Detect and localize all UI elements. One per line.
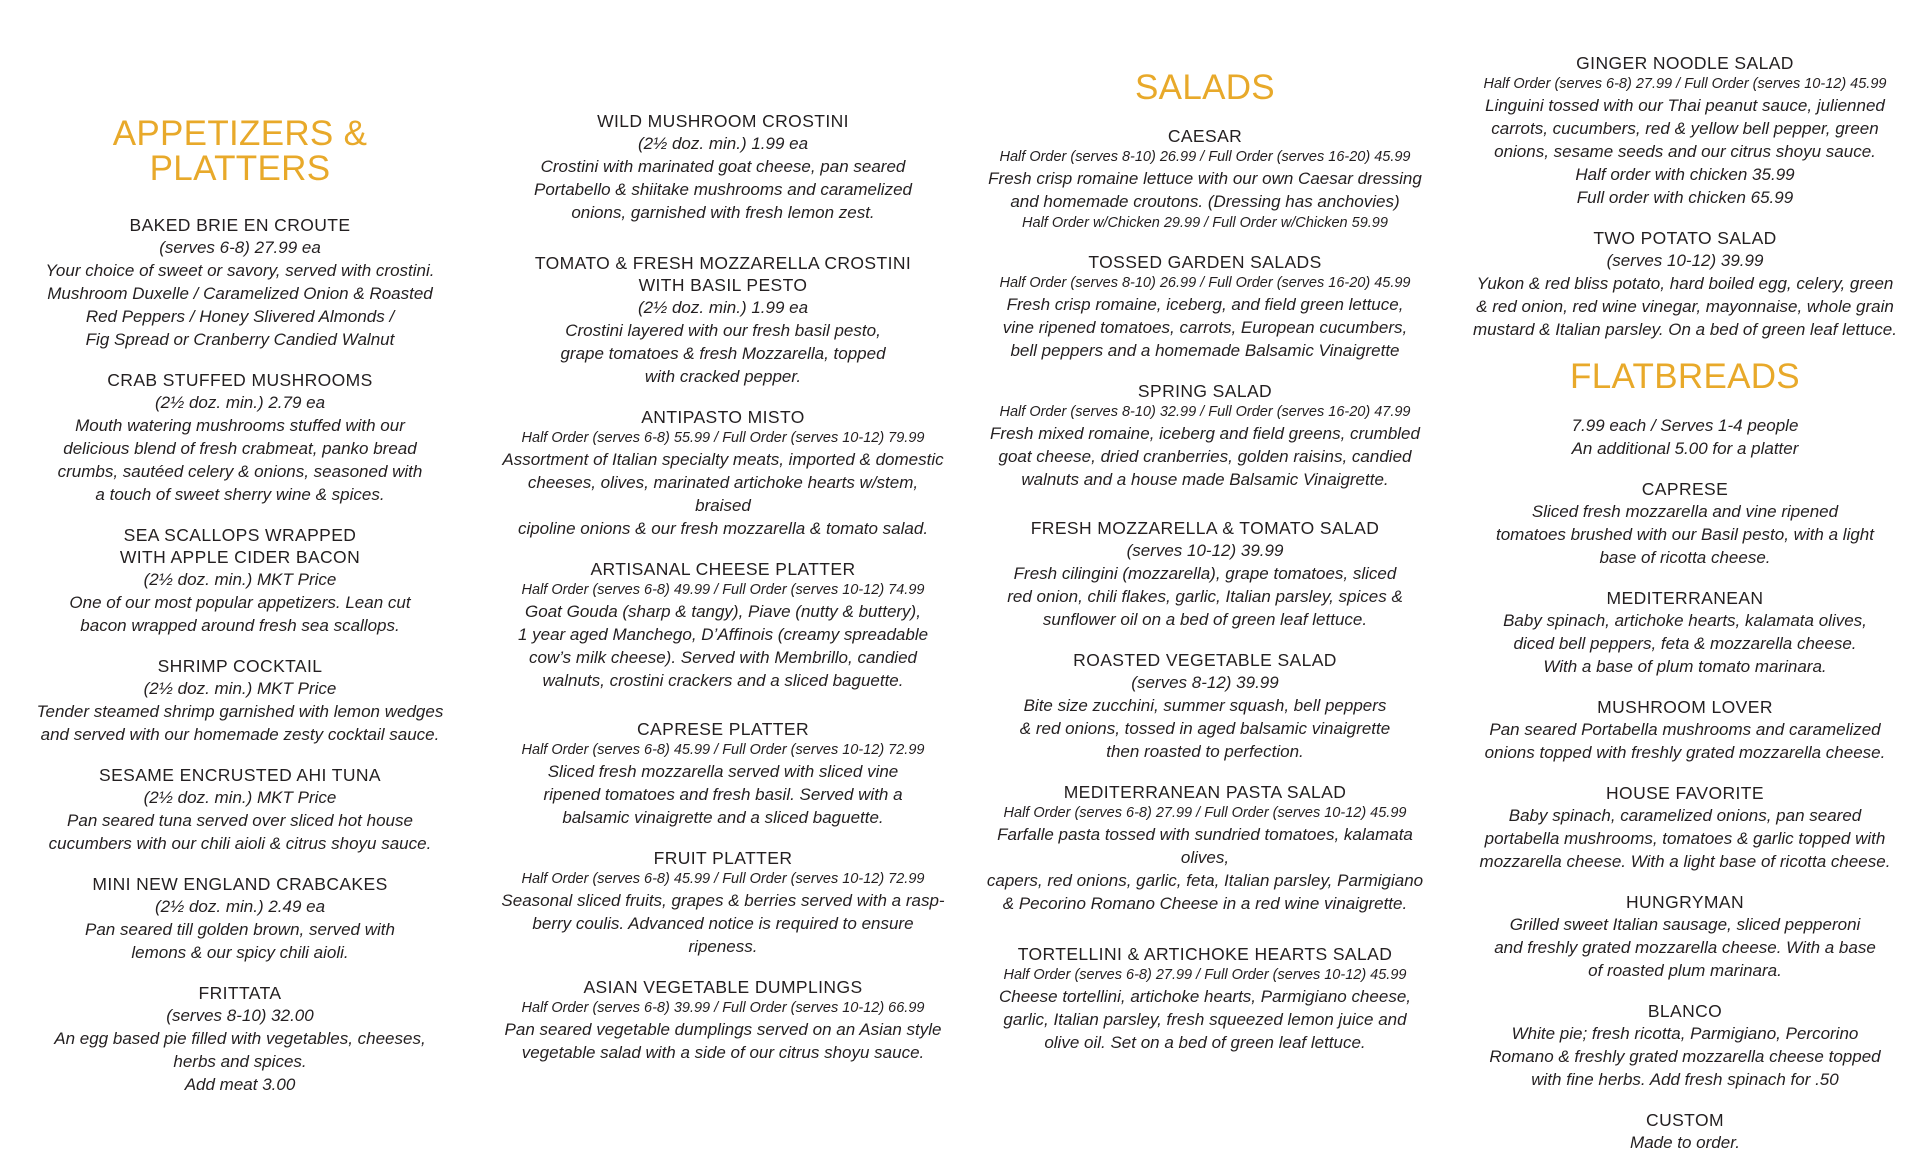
menu-item-dumplings <box>498 976 948 1064</box>
item-price: (2½ doz. min.) MKT Price <box>143 570 337 589</box>
item-name: SESAME ENCRUSTED AHI TUNA <box>99 765 381 785</box>
item-name: TWO POTATO SALAD <box>1593 228 1777 248</box>
item-name: TOSSED GARDEN SALADS <box>1088 252 1322 272</box>
item-name: WILD MUSHROOM CROSTINI <box>597 111 849 131</box>
item-name: SPRING SALAD <box>1137 381 1273 401</box>
menu-item-sea-scallops <box>30 524 450 637</box>
menu-item-ginger-noodle <box>1465 52 1905 209</box>
item-name: ARTISANAL CHEESE PLATTER <box>590 559 856 579</box>
item-desc: Fresh crisp romaine lettuce with our own Caesar dressing and homemade croutons. (Dressing has anchovies) <box>988 169 1422 211</box>
item-name: SHRIMP COCKTAIL <box>157 656 323 676</box>
item-name: BLANCO <box>1647 1001 1723 1021</box>
item-price: (serves 8-10) 32.00 <box>166 1006 314 1025</box>
item-desc: Your choice of sweet or savory, served with crostini. Mushroom Duxelle / Caramelized Onion & Roasted Red Peppers / Honey Slivered Almonds / Fig Spread or Cranberry Candied Walnut <box>45 261 435 349</box>
item-desc: Baby spinach, artichoke hearts, kalamata olives, diced bell peppers, feta & mozzarella cheese. With a base of plum tomato marinara. <box>1503 611 1867 676</box>
item-desc: Mouth watering mushrooms stuffed with our delicious blend of fresh crabmeat, panko bread crumbs, sautéed celery & onions, seasoned with a touch of sweet sherry wine & spices. <box>57 416 423 504</box>
appetizers-title: APPETIZERS & PLATTERS <box>112 114 368 188</box>
item-price-chicken: Half Order w/Chicken 29.99 / Full Order w/Chicken 59.99 <box>1022 215 1388 231</box>
menu-item-mediterranean-flatbread <box>1465 587 1905 678</box>
flatbreads-title: FLATBREADS <box>1570 357 1800 396</box>
item-price: Half Order (serves 8-10) 26.99 / Full Order (serves 16-20) 45.99 <box>999 149 1411 165</box>
menu-item-crabcakes <box>30 873 450 964</box>
menu-item-caprese-platter <box>498 718 948 829</box>
item-price: (2½ doz. min.) 2.79 ea <box>154 393 326 412</box>
item-name: BAKED BRIE EN CROUTE <box>129 215 351 235</box>
menu-item-garden-salad <box>980 251 1430 362</box>
item-name-line2: WITH APPLE CIDER BACON <box>119 547 361 567</box>
menu-item-frittata <box>30 982 450 1096</box>
menu-item-mozzarella-salad <box>980 517 1430 631</box>
item-name: ROASTED VEGETABLE SALAD <box>1073 650 1337 670</box>
item-price: Half Order (serves 6-8) 45.99 / Full Order (serves 10-12) 72.99 <box>521 742 925 758</box>
item-name: HUNGRYMAN <box>1625 892 1744 912</box>
appetizers-column <box>30 0 450 1114</box>
menu-item-blanco <box>1465 1000 1905 1091</box>
menu-item-fruit-platter <box>498 847 948 958</box>
item-name: CAPRESE PLATTER <box>637 719 809 739</box>
item-name: GINGER NOODLE SALAD <box>1576 53 1794 73</box>
item-name: ASIAN VEGETABLE DUMPLINGS <box>583 977 863 997</box>
salads-title: SALADS <box>1135 68 1275 107</box>
item-desc: Pan seared vegetable dumplings served on an Asian style vegetable salad with a side of our citrus shoyu sauce. <box>504 1020 942 1062</box>
flatbreads-intro: 7.99 each / Serves 1-4 people An additional 5.00 for a platter <box>1571 416 1799 458</box>
item-desc: One of our most popular appetizers. Lean cut bacon wrapped around fresh sea scallops. <box>69 593 411 635</box>
item-price: (serves 10-12) 39.99 <box>1126 541 1284 560</box>
menu-item-house-favorite <box>1465 782 1905 873</box>
item-desc: Crostini layered with our fresh basil pesto, grape tomatoes & fresh Mozzarella, topped with cracked pepper. <box>560 321 886 386</box>
menu-item-pasta-salad <box>980 781 1430 915</box>
item-price: (2½ doz. min.) MKT Price <box>143 788 337 807</box>
item-price: (serves 6-8) 27.99 ea <box>159 238 321 257</box>
item-price: Half Order (serves 8-10) 26.99 / Full Order (serves 16-20) 45.99 <box>999 275 1411 291</box>
item-price: Half Order (serves 6-8) 27.99 / Full Order (serves 10-12) 45.99 <box>1483 76 1887 92</box>
item-desc: Fresh cilingini (mozzarella), grape tomatoes, sliced red onion, chili flakes, garlic, Italian parsley, spices & sunflower oil on a bed of green leaf lettuce. <box>1007 564 1403 629</box>
item-price: Half Order (serves 6-8) 27.99 / Full Order (serves 10-12) 45.99 <box>1003 967 1407 983</box>
item-name: SEA SCALLOPS WRAPPED <box>123 525 357 545</box>
item-price: Half Order (serves 6-8) 39.99 / Full Order (serves 10-12) 66.99 <box>521 1000 925 1016</box>
menu-item-two-potato <box>1465 227 1905 341</box>
item-price: (serves 8-12) 39.99 <box>1131 673 1279 692</box>
menu-item-spring-salad <box>980 380 1430 491</box>
menu-item-ahi-tuna <box>30 764 450 855</box>
item-desc: Bite size zucchini, summer squash, bell peppers & red onions, tossed in aged balsamic vinaigrette then roasted to perfection. <box>1019 696 1391 761</box>
item-desc: Crostini with marinated goat cheese, pan seared Portabello & shiitake mushrooms and caramelized onions, garnished with fresh lemon zest. <box>534 157 912 222</box>
menu-item-hungryman <box>1465 891 1905 982</box>
item-name: FRUIT PLATTER <box>653 848 793 868</box>
item-price: (2½ doz. min.) MKT Price <box>143 679 337 698</box>
item-price: (2½ doz. min.) 2.49 ea <box>154 897 326 916</box>
item-desc: Seasonal sliced fruits, grapes & berries served with a rasp- berry coulis. Advanced notice is required to ensure ripeness. <box>501 891 945 956</box>
item-desc: Assortment of Italian specialty meats, imported & domestic cheeses, olives, marinated artichoke hearts w/stem, braised cipoline onions & our fresh mozzarella & tomato salad. <box>502 450 944 538</box>
item-name: HOUSE FAVORITE <box>1606 783 1764 803</box>
item-desc: Pan seared till golden brown, served with lemons & our spicy chili aioli. <box>85 920 395 962</box>
item-name: TORTELLINI & ARTICHOKE HEARTS SALAD <box>1017 944 1393 964</box>
flatbreads-column <box>1465 0 1905 1172</box>
salads-column <box>980 0 1430 1072</box>
menu-item-mushroom-crostini <box>498 110 948 224</box>
item-price: (2½ doz. min.) 1.99 ea <box>637 134 809 153</box>
menu-item-custom <box>1465 1109 1905 1154</box>
item-desc: Tender steamed shrimp garnished with lemon wedges and served with our homemade zesty cocktail sauce. <box>36 702 444 744</box>
item-desc: Sliced fresh mozzarella served with sliced vine ripened tomatoes and fresh basil. Served with a balsamic vinaigrette and a sliced baguette. <box>543 762 903 827</box>
item-name-line2: WITH BASIL PESTO <box>638 275 808 295</box>
item-desc: Pan seared tuna served over sliced hot house cucumbers with our chili aioli & citrus shoyu sauce. <box>48 811 432 853</box>
menu-item-baked-brie <box>30 214 450 351</box>
item-name: MEDITERRANEAN PASTA SALAD <box>1063 782 1347 802</box>
item-price: Half Order (serves 8-10) 32.99 / Full Order (serves 16-20) 47.99 <box>999 404 1411 420</box>
item-desc: Sliced fresh mozzarella and vine ripened tomatoes brushed with our Basil pesto, with a light base of ricotta cheese. <box>1496 502 1874 567</box>
item-desc: Fresh crisp romaine, iceberg, and field green lettuce, vine ripened tomatoes, carrots, European cucumbers, bell peppers and a homemade Balsamic Vinaigrette <box>1002 295 1408 360</box>
menu-item-antipasto <box>498 406 948 540</box>
item-name: TOMATO & FRESH MOZZARELLA CROSTINI <box>534 253 912 273</box>
menu-item-tortellini <box>980 943 1430 1054</box>
item-price: (2½ doz. min.) 1.99 ea <box>637 298 809 317</box>
item-desc: Linguini tossed with our Thai peanut sauce, julienned carrots, cucumbers, red & yellow bell pepper, green onions, sesame seeds and our citrus shoyu sauce. Half order with chicken 35.99 Full order with chicken 65.99 <box>1485 96 1885 207</box>
menu-item-mushroom-lover <box>1465 696 1905 764</box>
menu-item-caprese-flatbread <box>1465 478 1905 569</box>
item-desc: Grilled sweet Italian sausage, sliced pepperoni and freshly grated mozzarella cheese. With a base of roasted plum marinara. <box>1494 915 1876 980</box>
item-desc: White pie; fresh ricotta, Parmigiano, Percorino Romano & freshly grated mozzarella cheese topped with fine herbs. Add fresh spinach for .50 <box>1489 1024 1881 1089</box>
item-name: MINI NEW ENGLAND CRABCAKES <box>92 874 388 894</box>
item-name: FRESH MOZZARELLA & TOMATO SALAD <box>1030 518 1380 538</box>
item-name: MUSHROOM LOVER <box>1597 697 1773 717</box>
item-name: ANTIPASTO MISTO <box>641 407 805 427</box>
menu-item-caesar <box>980 125 1430 233</box>
item-price: (serves 10-12) 39.99 <box>1606 251 1764 270</box>
item-desc: Farfalle pasta tossed with sundried tomatoes, kalamata olives, capers, red onions, garlic, feta, Italian parsley, Parmigiano & Pecorino Romano Cheese in a red wine vinaigrette. <box>986 825 1424 913</box>
item-desc: Yukon & red bliss potato, hard boiled egg, celery, green & red onion, red wine vinegar, mayonnaise, whole grain mustard & Italian parsley. On a bed of green leaf lettuce. <box>1473 274 1897 339</box>
item-price: Half Order (serves 6-8) 27.99 / Full Order (serves 10-12) 45.99 <box>1003 805 1407 821</box>
item-name: CRAB STUFFED MUSHROOMS <box>107 370 373 390</box>
item-price: Half Order (serves 6-8) 45.99 / Full Order (serves 10-12) 72.99 <box>521 871 925 887</box>
item-desc: Pan seared Portabella mushrooms and caramelized onions topped with freshly grated mozzarella cheese. <box>1484 720 1886 762</box>
item-desc: Baby spinach, caramelized onions, pan seared portabella mushrooms, tomatoes & garlic topped with mozzarella cheese. With a light base of ricotta cheese. <box>1479 806 1891 871</box>
item-desc: Made to order. <box>1630 1133 1740 1152</box>
item-desc: Goat Gouda (sharp & tangy), Piave (nutty & buttery), 1 year aged Manchego, D’Affinois (creamy spreadable cow’s milk cheese). Served with Membrillo, candied walnuts, crostini crackers and a sliced baguette. <box>517 602 929 690</box>
menu-item-crab-mushrooms <box>30 369 450 506</box>
item-name: MEDITERRANEAN <box>1606 588 1764 608</box>
item-price: Half Order (serves 6-8) 55.99 / Full Order (serves 10-12) 79.99 <box>521 430 925 446</box>
item-name: CUSTOM <box>1646 1110 1724 1130</box>
item-name: CAPRESE <box>1641 479 1729 499</box>
item-name: CAESAR <box>1167 126 1243 146</box>
item-desc: Cheese tortellini, artichoke hearts, Parmigiano cheese, garlic, Italian parsley, fresh squeezed lemon juice and olive oil. Set on a bed of green leaf lettuce. <box>999 987 1411 1052</box>
item-desc: Fresh mixed romaine, iceberg and field greens, crumbled goat cheese, dried cranberries, golden raisins, candied walnuts and a house made Balsamic Vinaigrette. <box>990 424 1420 489</box>
menu-item-cheese-platter <box>498 558 948 692</box>
menu-item-shrimp-cocktail <box>30 655 450 746</box>
menu-item-roasted-vegetable <box>980 649 1430 763</box>
item-name: FRITTATA <box>198 983 282 1003</box>
item-price: Half Order (serves 6-8) 49.99 / Full Order (serves 10-12) 74.99 <box>521 582 925 598</box>
menu-item-tomato-crostini <box>498 252 948 388</box>
item-desc: An egg based pie filled with vegetables, cheeses, herbs and spices. Add meat 3.00 <box>54 1029 426 1094</box>
platters-column <box>498 0 948 1082</box>
